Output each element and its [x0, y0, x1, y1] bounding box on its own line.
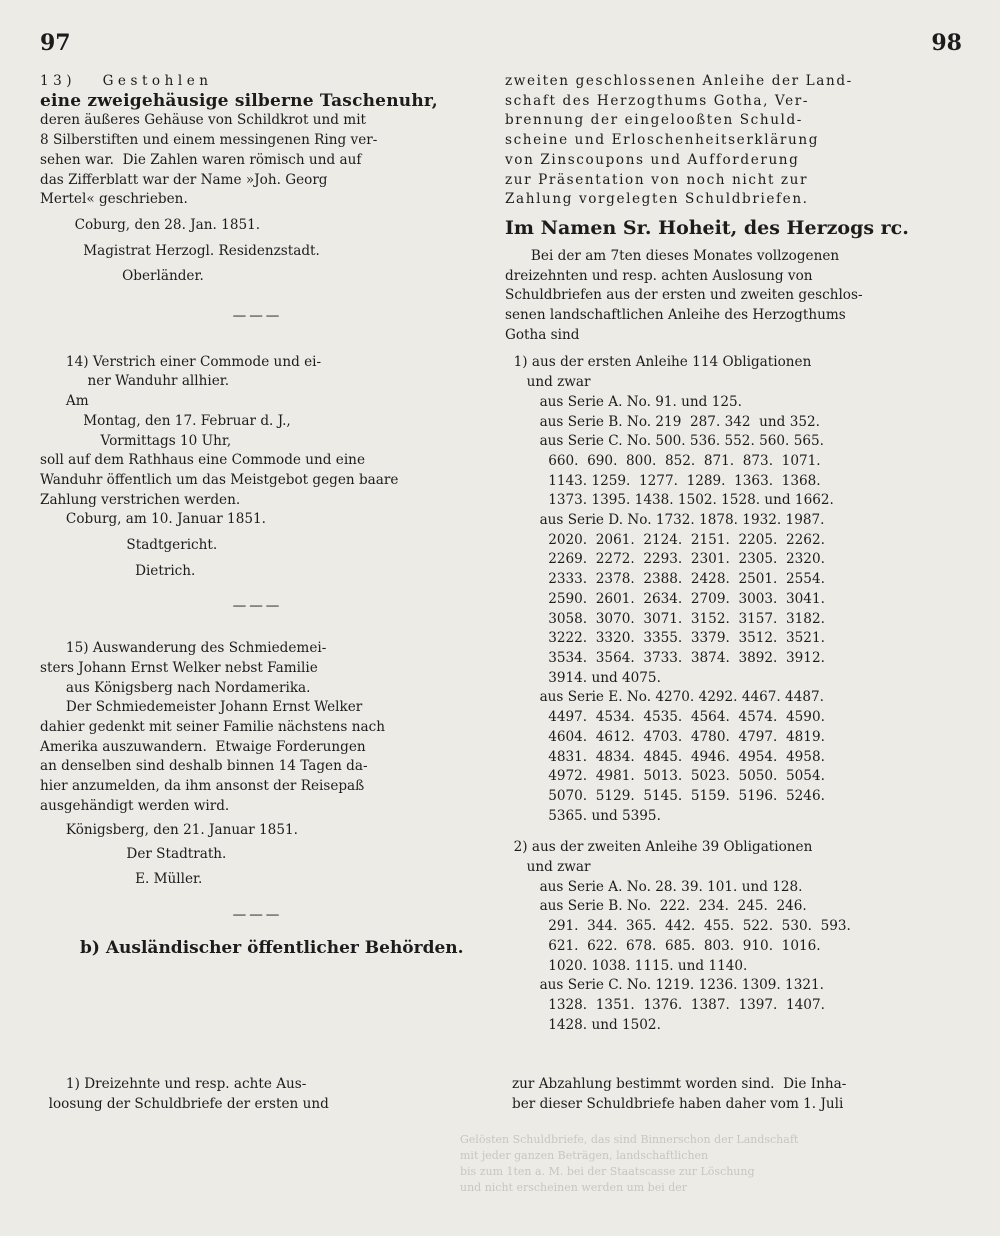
bottom-right-text: zur Abzahlung bestimmt worden sind. Die Inha- ber dieser Schuldbriefe haben daher vom 1. Juli — [512, 1076, 847, 1112]
item13-heading: 13) Gestohlen — [40, 73, 213, 89]
item13-authority: Magistrat Herzogl. Residenzstadt. — [40, 242, 320, 259]
item14-place-date: Coburg, am 10. Januar 1851. — [40, 511, 266, 528]
item14-signature: Dietrich. — [40, 562, 196, 579]
obligations-list-2: 2) aus der zweiten Anleihe 39 Obligationen und zwar aus Serie A. No. 28. 39. 101. und 128. aus Serie B. No. 222. 234. 245. 246. 291. 344. 365. 442. 455. 522. 530. 593. 621. 622. 678. 685. 803. 910. 1016. 1020. 1038. 1115. und 1140. aus Serie C. No. 1219. 1236. 1309. 1321. 1328. 1351. 1376. 1387. 1397. 1407. 1428. und 1502. — [513, 839, 851, 1033]
notice-title: zweiten geschlossenen Anleihe der Land- schaft des Herzogthums Gotha, Ver- brennung der eingelooßten Schuld- scheine und Erloschenheitserklärung von Zinscoupons und Aufforderung zur Präsentation von noch nicht zur Zahlung vorgelegten Schuldbriefen. — [505, 73, 853, 208]
item13-body: deren äußeres Gehäuse von Schildkrot und mit 8 Silberstiften und einem messingenen Ring ver- sehen war. Die Zahlen waren römisch und auf das Zifferblatt war der Name »Joh. Georg Mertel« geschrieben. — [40, 112, 378, 208]
item13-bold-line: eine zweigehäusige silberne Taschenuhr, — [40, 90, 438, 111]
left-column — [40, 72, 475, 969]
bleed-through-text: Gelösten Schuldbriefe, das sind Binnerschon der Landschaft mit jeder ganzen Beträgen, landschaftlichen bis zum 1ten a. M. bei der Staatscasse zur Löschung und nicht erscheinen werden um bei der — [460, 1133, 799, 1194]
separator-3: ——— — [232, 906, 283, 923]
item15-authority: Der Stadtrath. — [40, 846, 227, 863]
page-number-left: 97 — [40, 30, 71, 56]
obligations-list-1: 1) aus der ersten Anleihe 114 Obligationen und zwar aus Serie A. No. 91. und 125. aus Serie B. No. 219 287. 342 und 352. aus Serie C. No. 500. 536. 552. 560. 565. 660. 690. 800. 852. 871. 873. 1071. 1143. 1259. 1277. 1289. 1363. 1368. 1373. 1395. 1438. 1502. 1528. und 1662. aus Serie D. No. 1732. 1878. 1932. 1987. 2020. 2061. 2124. 2151. 2205. 2262. 2269. 2272. 2293. 2301. 2305. 2320. 2333. 2378. 2388. 2428. 2501. 2554. 2590. 2601. 2634. 2709. 3003. 3041. 3058. 3070. 3071. 3152. 3157. 3182. 3222. 3320. 3355. 3379. 3512. 3521. 3534. 3564. 3733. 3874. 3892. 3912. 3914. und 4075. aus Serie E. No. 4270. 4292. 4467. 4487. 4497. 4534. 4535. 4564. 4574. 4590. 4604. 4612. 4703. 4780. 4797. 4819. 4831. 4834. 4845. 4946. 4954. 4958. 4972. 4981. 5013. 5023. 5050. 5054. 5070. 5129. 5145. 5159. 5196. 5246. 5365. und 5395. — [513, 354, 834, 824]
section-b-heading: b) Ausländischer öffentlicher Behörden. — [80, 938, 464, 959]
separator-1: ——— — [232, 308, 283, 325]
notice-intro: Bei der am 7ten dieses Monates vollzogenen dreizehnten und resp. achten Auslosung von Schuldbriefen aus der ersten und zweiten geschlos- senen landschaftlichen Anleihe des Herzogthums Gotha sind — [505, 247, 863, 343]
item15-signature: E. Müller. — [40, 870, 203, 887]
bottom-left-text: 1) Dreizehnte und resp. achte Aus- loosung der Schuldbriefe der ersten und — [48, 1076, 329, 1112]
page-number-right: 98 — [931, 30, 962, 56]
notice-heading: Im Namen Sr. Hoheit, des Herzogs rc. — [505, 216, 909, 239]
item14-body: 14) Verstrich einer Commode und ei- ner Wanduhr allhier. Am Montag, den 17. Februar d. J., Vormittags 10 Uhr, soll auf dem Rathhaus eine Commode und eine Wanduhr öffentlich um das Meistgebot gegen baare Zahlung verstrichen werden. — [40, 353, 399, 508]
item14-authority: Stadtgericht. — [40, 537, 218, 554]
separator-2: ——— — [232, 598, 283, 615]
item13-signature: Oberländer. — [40, 268, 204, 285]
item15-body: 15) Auswanderung des Schmiedemei- sters Johann Ernst Welker nebst Familie aus Königsberg nach Nordamerika. Der Schmiedemeister Johann Ernst Welker dahier gedenkt mit seiner Familie nächstens nach Amerika auszuwandern. Etwaige Forderungen an denselben sind deshalb binnen 14 Tagen da- hier anzumelden, da ihm ansonst der Reisepaß ausgehändigt werden wird. — [40, 640, 385, 814]
item13-place-date: Coburg, den 28. Jan. 1851. — [40, 216, 261, 233]
item15-place-date: Königsberg, den 21. Januar 1851. — [40, 821, 298, 838]
right-column — [505, 72, 945, 1035]
